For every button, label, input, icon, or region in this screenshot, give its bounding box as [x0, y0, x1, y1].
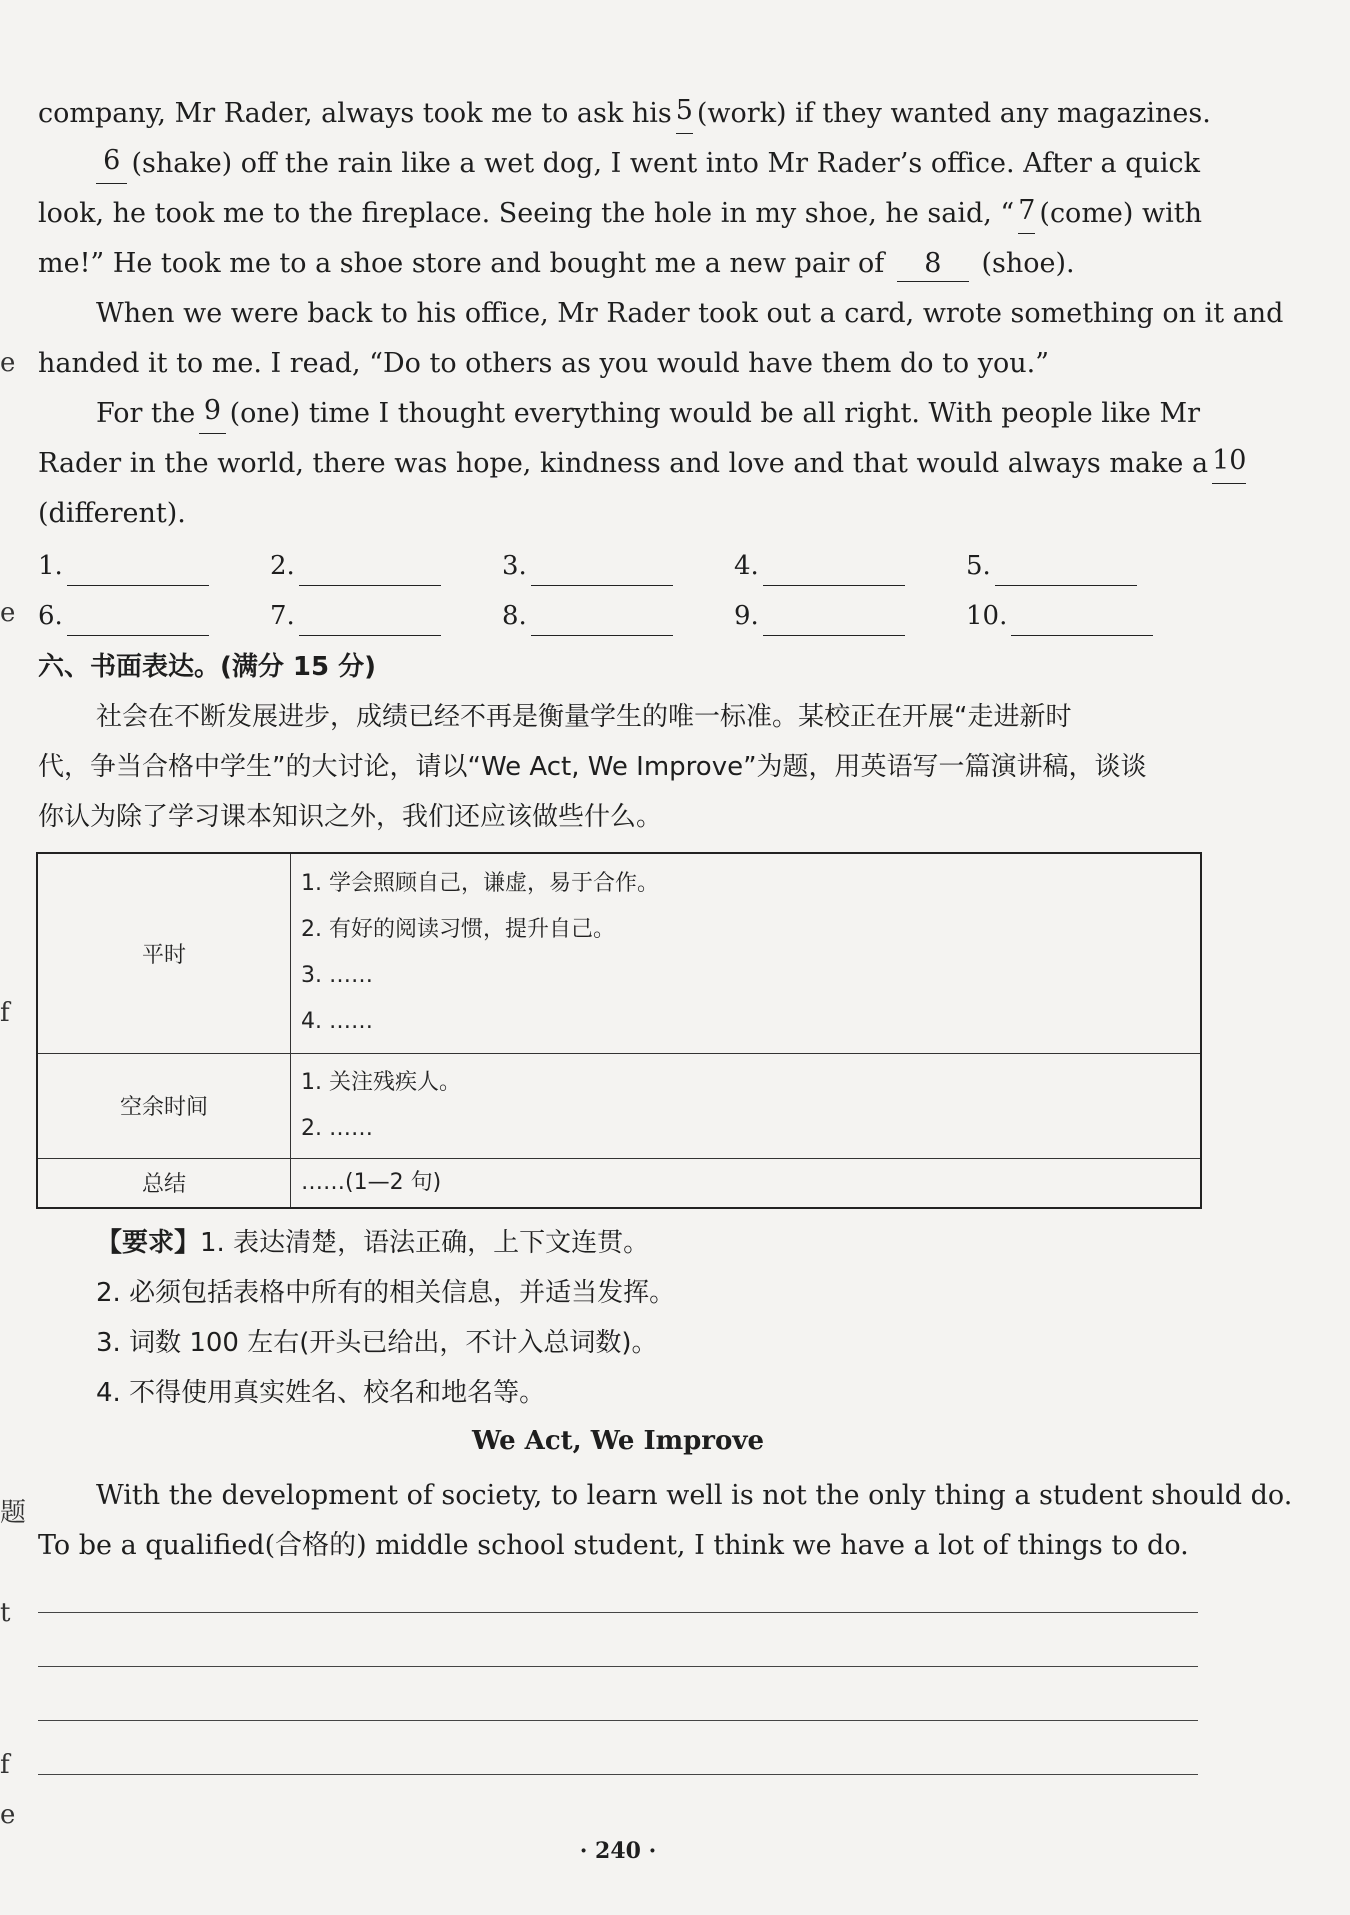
table-item: 2. 有好的阅读习惯，提升自己。 [301, 917, 615, 943]
margin-letter: e [0, 598, 16, 628]
margin-letter: e [0, 348, 16, 378]
passage-line-8: Rader in the world, there was hope, kindness and love and that would always make a 10 [38, 444, 1200, 484]
row-category: 总结 [37, 1158, 291, 1208]
passage-line-3: look, he took me to the fireplace. Seeing the hole in my shoe, he said, “ 7 (come) with [38, 194, 1200, 234]
passage-line-1: company, Mr Rader, always took me to ask his 5 (work) if they wanted any magazines. [38, 94, 1200, 134]
table-row [37, 1053, 1201, 1158]
table-item: 4. …… [301, 1009, 373, 1035]
answer-slot[interactable]: 6. [38, 596, 270, 636]
writing-line[interactable] [38, 1666, 1198, 1667]
answer-slot[interactable]: 1. [38, 546, 270, 586]
margin-letter: 题 [0, 1498, 27, 1528]
margin-letter: f [0, 998, 10, 1028]
table-row [37, 853, 1201, 1053]
answer-slot[interactable]: 3. [502, 546, 734, 586]
answer-slot[interactable]: 4. [734, 546, 966, 586]
margin-letter: f [0, 1750, 10, 1780]
margin-letter: e [0, 1800, 16, 1830]
writing-line[interactable] [38, 1774, 1198, 1775]
prompt-line-2: 代，争当合格中学生”的大讨论，请以“We Act, We Improve”为题，用英语写一篇演讲稿，谈谈 [38, 752, 1147, 782]
passage-line-5: When we were back to his office, Mr Rader took out a card, wrote something on it and [96, 298, 1284, 329]
answer-slot[interactable]: 7. [270, 596, 502, 636]
section-heading: 六、书面表达。(满分 15 分) [38, 652, 377, 682]
table-item: 2. …… [301, 1115, 373, 1141]
answer-slot[interactable]: 2. [270, 546, 502, 586]
essay-line-1: With the development of society, to learn well is not the only thing a student should do. [96, 1480, 1293, 1511]
answer-slot[interactable]: 9. [734, 596, 966, 636]
answer-slot[interactable]: 8. [502, 596, 734, 636]
passage-line-4: me!” He took me to a shoe store and bought me a new pair of 8 (shoe). [38, 244, 1075, 284]
prompt-line-3: 你认为除了学习课本知识之外，我们还应该做些什么。 [38, 802, 663, 832]
requirement-label: 【要求】 [96, 1228, 201, 1258]
row-category: 平时 [37, 853, 291, 1053]
requirement-4: 4. 不得使用真实姓名、校名和地名等。 [96, 1378, 546, 1408]
table-item: 3. …… [301, 963, 373, 989]
answer-row-2 [38, 596, 1198, 636]
answer-slot[interactable]: 5. [966, 546, 1198, 586]
blank-10[interactable]: 10 [1212, 444, 1246, 484]
outline-table [36, 852, 1202, 1209]
writing-line[interactable] [38, 1612, 1198, 1613]
essay-line-2: To be a qualified(合格的) middle school student, I think we have a lot of things to do. [38, 1530, 1189, 1561]
writing-line[interactable] [38, 1720, 1198, 1721]
blank-7[interactable]: 7 [1018, 194, 1035, 234]
answer-row-1 [38, 546, 1198, 586]
passage-line-2: 6 (shake) off the rain like a wet dog, I went into Mr Rader’s office. After a quick [96, 144, 1200, 184]
table-item: 1. 学会照顾自己，谦虚，易于合作。 [301, 871, 659, 897]
table-item: 1. 关注残疾人。 [301, 1069, 461, 1095]
requirement-3: 3. 词数 100 左右(开头已给出，不计入总词数)。 [96, 1328, 658, 1358]
table-row [37, 1158, 1201, 1208]
passage-line-7: For the 9 (one) time I thought everything would be all right. With people like Mr [96, 394, 1200, 434]
blank-6[interactable]: 6 [96, 144, 127, 184]
margin-letter: t [0, 1598, 11, 1628]
requirement-1: 【要求】1. 表达清楚，语法正确，上下文连贯。 [96, 1228, 650, 1258]
passage-line-6: handed it to me. I read, “Do to others as you would have them do to you.” [38, 348, 1050, 379]
blank-8[interactable]: 8 [897, 247, 969, 282]
blank-9[interactable]: 9 [199, 394, 225, 434]
row-category: 空余时间 [37, 1053, 291, 1158]
blank-5[interactable]: 5 [676, 94, 693, 134]
requirement-2: 2. 必须包括表格中所有的相关信息，并适当发挥。 [96, 1278, 676, 1308]
prompt-line-1: 社会在不断发展进步，成绩已经不再是衡量学生的唯一标准。某校正在开展“走进新时 [96, 702, 1072, 732]
passage-line-9: (different). [38, 498, 186, 529]
answer-slot[interactable]: 10. [966, 596, 1198, 636]
essay-title: We Act, We Improve [471, 1426, 764, 1456]
page-number: · 240 · [579, 1838, 657, 1864]
table-item: ……(1—2 句) [301, 1169, 442, 1195]
